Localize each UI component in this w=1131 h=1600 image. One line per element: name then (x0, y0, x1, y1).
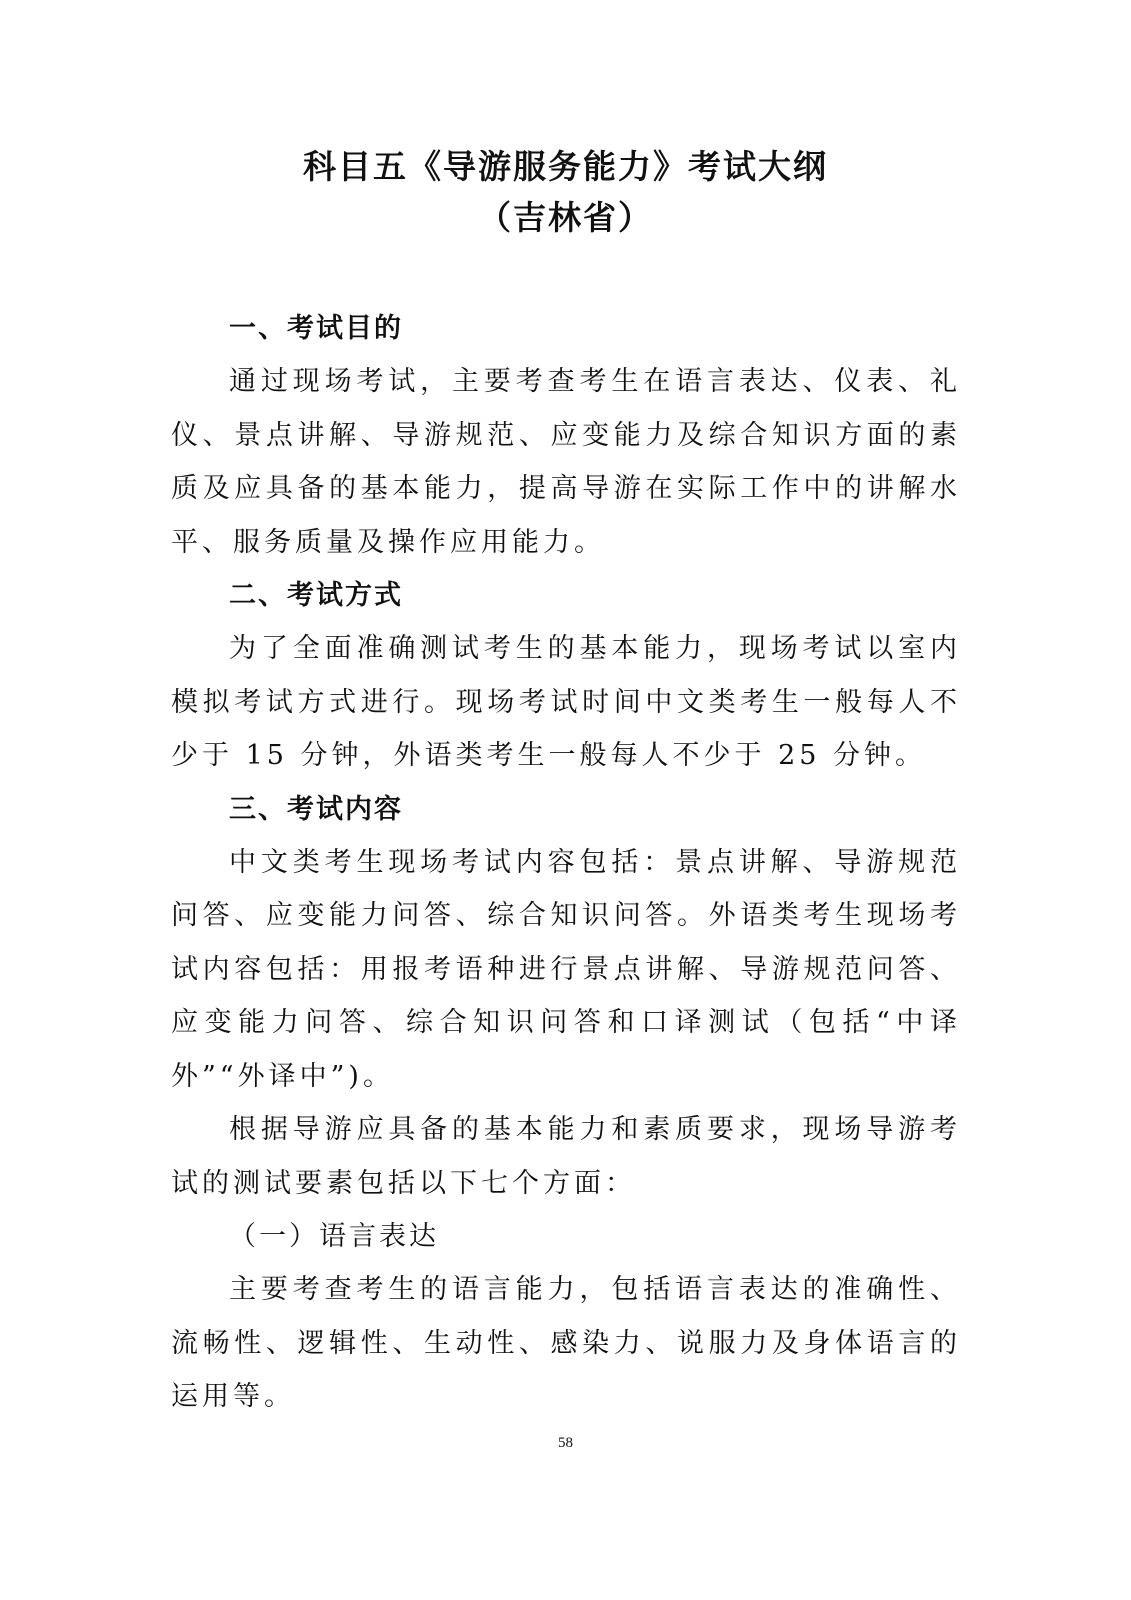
paragraph-exam-content: 中文类考生现场考试内容包括：景点讲解、导游规范问答、应变能力问答、综合知识问答。外语类考生现场考试内容包括：用报考语种进行景点讲解、导游规范问答、应变能力问答、综合知识问答和口译测试（包括“中译外”“外译中”)。 (171, 846, 961, 1092)
section-heading-exam-method: 二、考试方式 (229, 580, 403, 611)
page-number: 58 (558, 1435, 573, 1451)
paragraph-exam-method: 为了全面准确测试考生的基本能力，现场考试以室内模拟考试方式进行。现场考试时间中文类考生一般每人不少于 15 分钟，外语类考生一般每人不少于 25 分钟。 (171, 633, 961, 771)
document-subtitle-province: （吉林省） (478, 198, 653, 237)
document-title: 科目五《导游服务能力》考试大纲 (303, 147, 828, 186)
section-heading-exam-purpose: 一、考试目的 (229, 313, 403, 344)
paragraph-exam-purpose: 通过现场考试，主要考查考生在语言表达、仪表、礼仪、景点讲解、导游规范、应变能力及综合知识方面的素质及应具备的基本能力，提高导游在实际工作中的讲解水平、服务质量及操作应用能力。 (171, 366, 961, 558)
document-body (171, 302, 961, 1424)
section-heading-exam-content: 三、考试内容 (229, 793, 403, 825)
paragraph-test-elements: 根据导游应具备的基本能力和素质要求，现场导游考试的测试要素包括以下七个方面： (171, 1114, 961, 1199)
subsection-heading-language-expression: （一）语言表达 (229, 1221, 439, 1252)
paragraph-language-expression: 主要考查考生的语言能力，包括语言表达的准确性、流畅性、逻辑性、生动性、感染力、说服力及身体语言的运用等。 (171, 1274, 961, 1412)
